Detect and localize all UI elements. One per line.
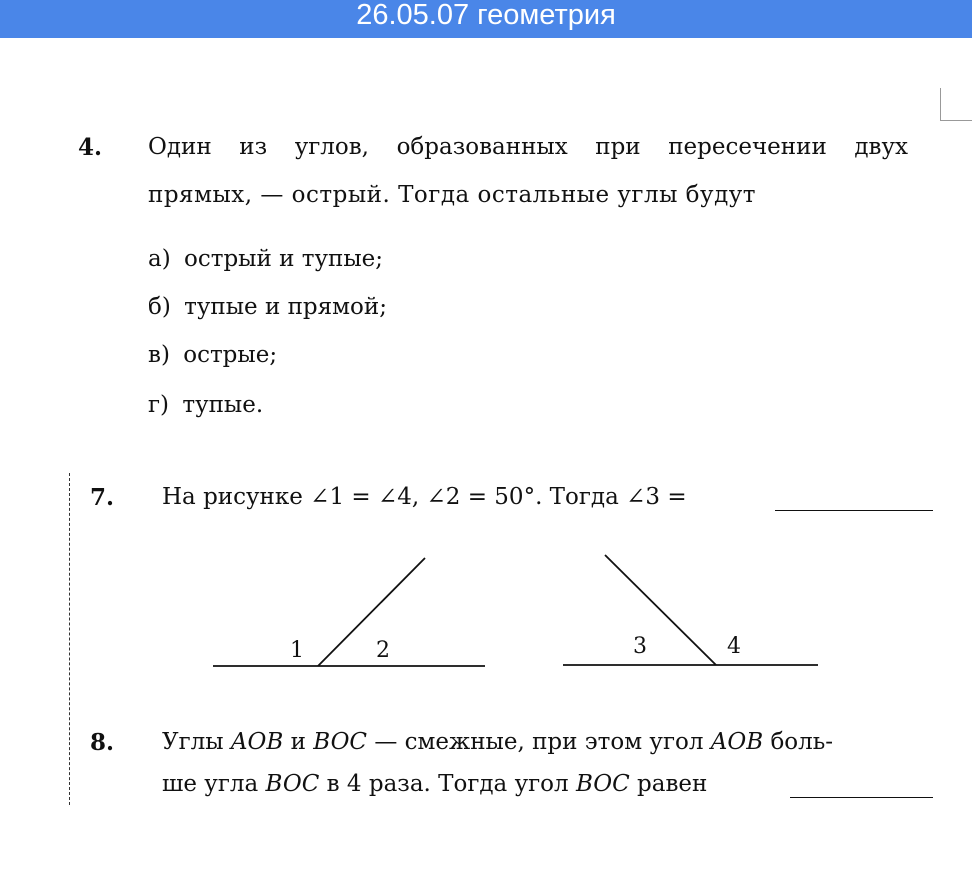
page-title: 26.05.07 геометрия (356, 0, 616, 31)
option-text: тупые и прямой; (184, 294, 387, 320)
q7-text: На рисунке ∠1 = ∠4, ∠2 = 50°. Тогда ∠3 = (162, 484, 687, 510)
q8-answer-blank[interactable] (790, 797, 933, 798)
option-letter: в) (148, 342, 170, 368)
option-text: тупые. (182, 392, 264, 418)
option-text: острые; (183, 342, 278, 368)
angle-name: AOB (230, 729, 284, 755)
q8-line-1: Углы AOB и BOC — смежные, при этом угол AOB боль- (162, 729, 834, 755)
q4-word: пересечении (668, 134, 827, 160)
angle-label-1: 1 (290, 638, 304, 663)
q4-number: 4. (78, 134, 103, 161)
right-slant-line (605, 555, 716, 665)
q4-word: двух (854, 134, 908, 160)
angle-name: BOC (575, 771, 630, 797)
option-letter: а) (148, 246, 171, 272)
q4-word: при (595, 134, 641, 160)
q4-word: из (239, 134, 268, 160)
angle-label-3: 3 (633, 634, 647, 659)
angle-label-4: 4 (727, 634, 741, 659)
angle-name: AOB (710, 729, 764, 755)
left-slant-line (318, 558, 425, 666)
q4-word: образованных (396, 134, 568, 160)
option-letter: б) (148, 294, 171, 320)
q7-number: 7. (90, 484, 115, 511)
q4-word: углов, (294, 134, 369, 160)
q8-line-2: ше угла BOC в 4 раза. Тогда угол BOC равен (162, 771, 708, 797)
q4-word: Один (148, 134, 212, 160)
option-letter: г) (148, 392, 170, 418)
q4-line-2: прямых, — острый. Тогда остальные углы будут (148, 182, 756, 208)
angle-name: BOC (313, 729, 368, 755)
angle-name: BOC (265, 771, 320, 797)
option-text: острый и тупые; (184, 246, 384, 272)
angle-label-2: 2 (376, 638, 390, 663)
q8-number: 8. (90, 729, 115, 756)
